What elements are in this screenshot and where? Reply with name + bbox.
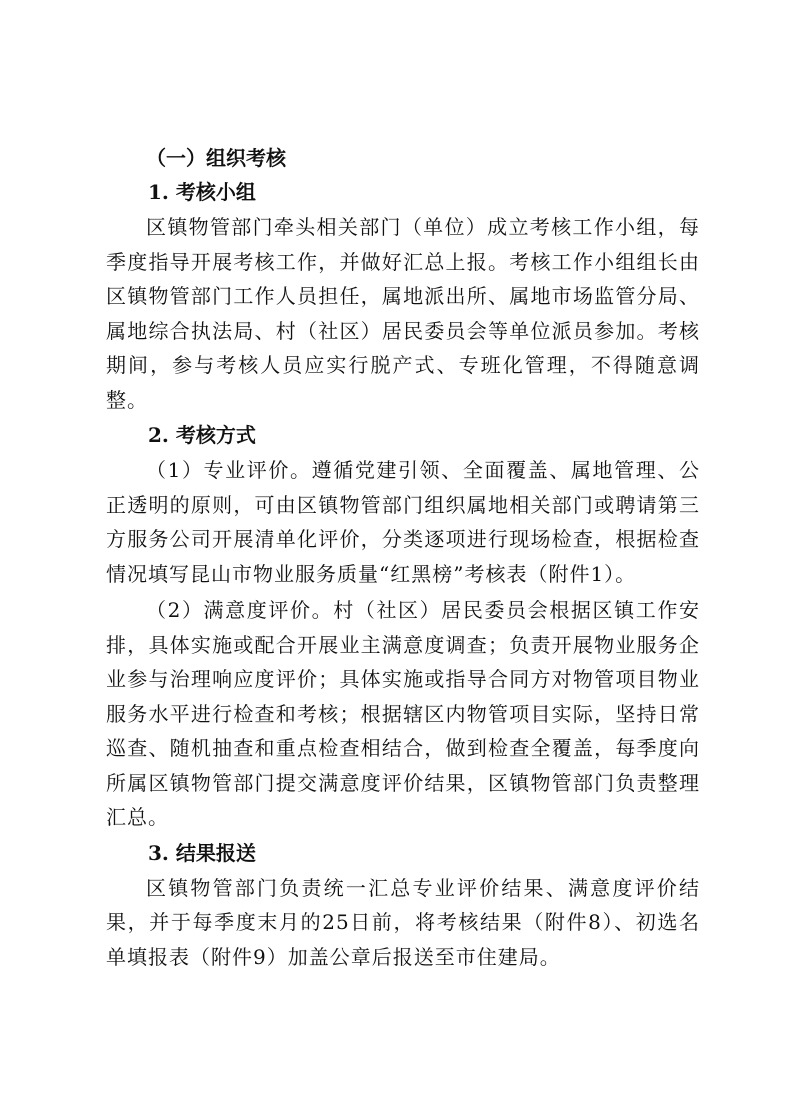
subheading-assessment-method: 2. 考核方式 (148, 423, 256, 447)
paragraph-result-submission: 区镇物管部门负责统一汇总专业评价结果、满意度评价结果，并于每季度末月的25日前，将考核结果（附件8）、初选名单填报表（附件9）加盖公章后报送至市住建局。 (106, 875, 700, 969)
subheading-result-submission: 3. 结果报送 (148, 840, 256, 865)
paragraph-professional-evaluation: （1）专业评价。遵循党建引领、全面覆盖、属地管理、公正透明的原则，可由区镇物管部门组织属地相关部门或聘请第三方服务公司开展清单化评价，分类逐项进行现场检查，根据检查情况填写昆山市物业服务质量“红黑榜”考核表（附件1）。 (106, 458, 700, 586)
paragraph-satisfaction-evaluation: （2）满意度评价。村（社区）居民委员会根据区镇工作安排，具体实施或配合开展业主满意度调查；负责开展物业服务企业参与治理响应度评价；具体实施或指导合同方对物管项目物业服务水平进行检查和考核；根据辖区内物管项目实际，坚持日常巡查、随机抽查和重点检查相结合，做到检查全覆盖，每季度向所属区镇物管部门提交满意度评价结果，区镇物管部门负责整理汇总。 (106, 598, 700, 829)
subheading-assessment-group: 1. 考核小组 (148, 180, 256, 204)
paragraph-assessment-group: 区镇物管部门牵头相关部门（单位）成立考核工作小组，每季度指导开展考核工作，并做好汇总上报。考核工作小组组长由区镇物管部门工作人员担任，属地派出所、属地市场监管分局、属地综合执法局、村（社区）居民委员会等单位派员参加。考核期间，参与考核人员应实行脱产式、专班化管理，不得随意调整。 (106, 215, 700, 412)
section-heading-organize-assessment: （一）组织考核 (146, 146, 286, 170)
